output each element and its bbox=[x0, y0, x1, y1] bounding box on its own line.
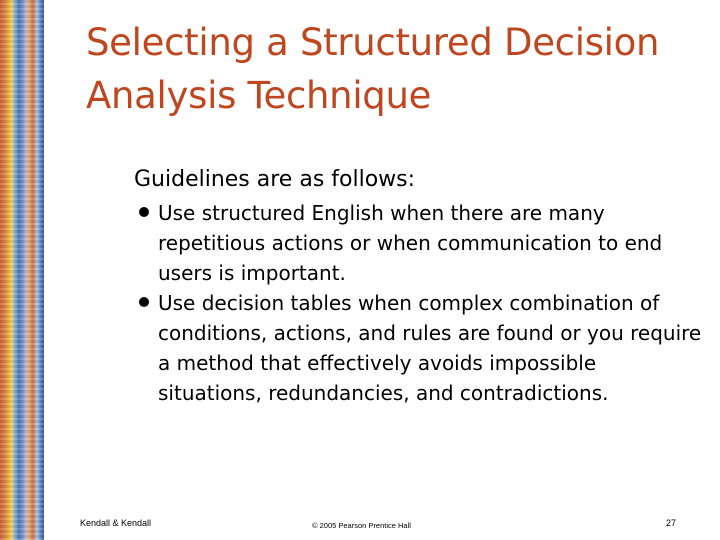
bullet-icon bbox=[139, 207, 149, 217]
slide-title-line-1: Selecting a Structured Decision bbox=[86, 21, 660, 64]
footer-author: Kendall & Kendall bbox=[80, 518, 152, 528]
slide-title bbox=[86, 16, 696, 122]
decorative-stripe bbox=[0, 0, 44, 540]
bullet-text: Use decision tables when complex combination of conditions, actions, and rules are found or you require a method that effectively avoids impossible situations, redundancies, and contradictions. bbox=[158, 291, 702, 405]
footer-copyright: © 2005 Pearson Prentice Hall bbox=[312, 521, 411, 530]
bullet-item bbox=[134, 198, 704, 288]
page-number: 27 bbox=[666, 518, 677, 528]
slide-title-line-2: Analysis Technique bbox=[86, 74, 432, 117]
bullet-list bbox=[134, 198, 704, 408]
slide-body bbox=[134, 164, 704, 408]
bullet-text: Use structured English when there are many repetitious actions or when communication to end users is important. bbox=[158, 201, 663, 285]
bullet-icon bbox=[139, 297, 149, 307]
bullet-item bbox=[134, 288, 704, 408]
lead-text: Guidelines are as follows: bbox=[134, 167, 416, 192]
